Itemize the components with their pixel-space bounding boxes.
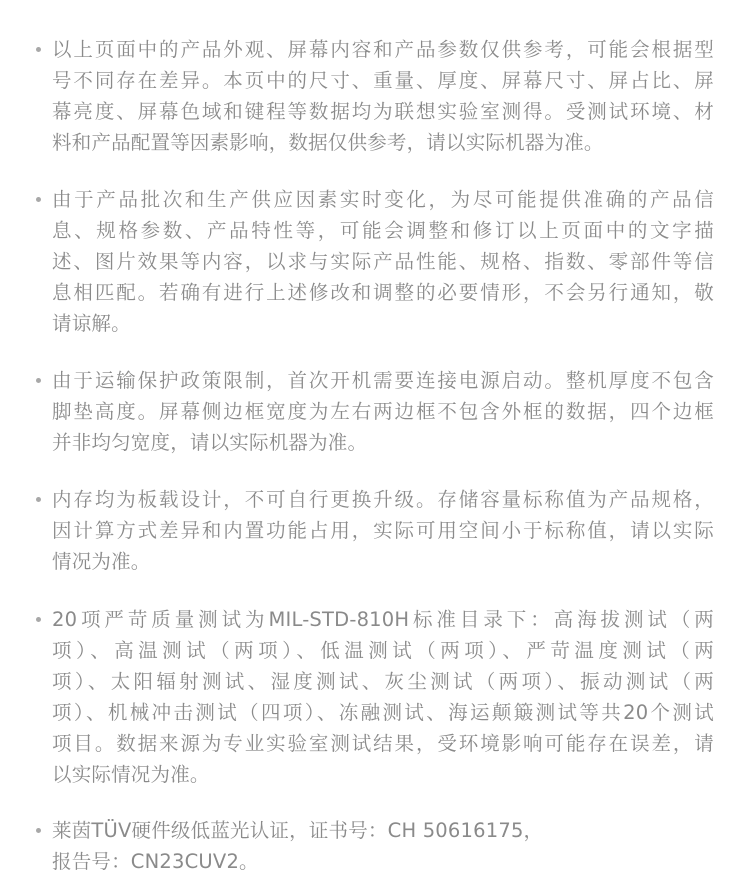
note-line: 息相匹配。若确有进行上述修改和调整的必要情形，不会另行通知，敬 xyxy=(52,281,714,304)
bullet-dot xyxy=(36,47,41,52)
note-line: 脚垫高度。屏幕侧边框宽度为左右两边框不包含外框的数据，四个边框 xyxy=(52,400,714,423)
bullet-dot xyxy=(36,828,41,833)
note-line: 因计算方式差异和内置功能占用，实际可用空间小于标称值，请以实际 xyxy=(52,519,714,542)
note-line: 项）、机械冲击测试（四项）、冻融测试、海运颠簸测试等共20个测试 xyxy=(52,701,714,724)
note-line: 号不同存在差异。本页中的尺寸、重量、厚度、屏幕尺寸、屏占比、屏 xyxy=(52,69,714,92)
note-line: 料和产品配置等因素影响，数据仅供参考，请以实际机器为准。 xyxy=(52,131,604,154)
note-line: 项）、高温测试（两项）、低温测试（两项）、严苛温度测试（两 xyxy=(52,639,714,662)
note-line: 情况为准。 xyxy=(52,550,151,573)
note-line: 幕亮度、屏幕色域和键程等数据均为联想实验室测得。受测试环境、材 xyxy=(52,100,714,123)
note-line: 20项严苛质量测试为MIL-STD-810H标准目录下：高海拔测试（两 xyxy=(52,608,714,631)
note-line: 项目。数据来源为专业实验室测试结果，受环境影响可能存在误差，请 xyxy=(52,732,714,755)
note-line: 报告号：CN23CUV2。 xyxy=(52,850,259,873)
note-line: 以实际情况为准。 xyxy=(52,763,210,786)
note-line: 项）、太阳辐射测试、湿度测试、灰尘测试（两项）、振动测试（两 xyxy=(52,670,714,693)
bullet-dot xyxy=(36,197,41,202)
bullet-dot xyxy=(36,378,41,383)
note-line: 请谅解。 xyxy=(52,312,131,335)
note-line: 述、图片效果等内容，以求与实际产品性能、规格、指数、零部件等信 xyxy=(52,250,714,273)
note-line: 以上页面中的产品外观、屏幕内容和产品参数仅供参考，可能会根据型 xyxy=(52,38,714,61)
note-line: 息、规格参数、产品特性等，可能会调整和修订以上页面中的文字描 xyxy=(52,219,714,242)
note-line: 并非均匀宽度，请以实际机器为准。 xyxy=(52,431,368,454)
note-line: 由于运输保护政策限制，首次开机需要连接电源启动。整机厚度不包含 xyxy=(52,369,714,392)
bullet-dot xyxy=(36,497,41,502)
bullet-dot xyxy=(36,617,41,622)
note-line: 由于产品批次和生产供应因素实时变化，为尽可能提供准确的产品信 xyxy=(52,188,714,211)
note-line: 莱茵TÜV硬件级低蓝光认证，证书号：CH 50616175， xyxy=(52,819,544,842)
note-line: 内存均为板载设计，不可自行更换升级。存储容量标称值为产品规格， xyxy=(52,488,714,511)
